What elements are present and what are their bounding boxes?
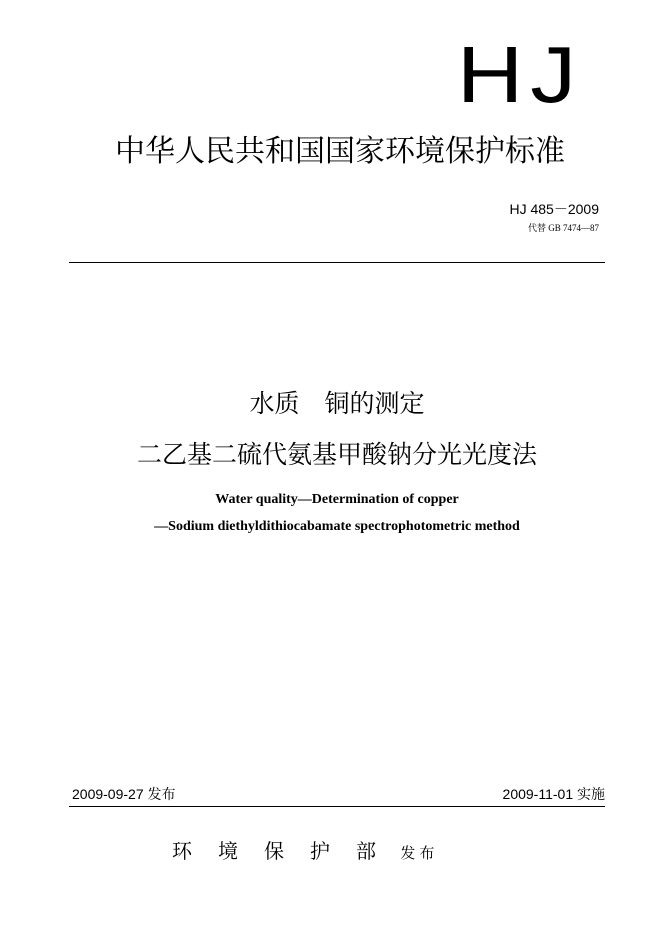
publisher-line (172, 838, 438, 866)
publish-label: 发布 (400, 844, 439, 862)
standard-logo: HJ (456, 30, 584, 119)
chinese-title-line2: 二乙基二硫代氨基甲酸钠分光光度法 (136, 440, 537, 469)
issue-date: 2009-09-27 发布 (72, 786, 176, 802)
top-divider (69, 262, 605, 263)
chinese-title-line1: 水质 铜的测定 (249, 389, 425, 418)
bottom-divider (69, 806, 605, 807)
replaces-standard: 代替 GB 7474—87 (527, 223, 599, 233)
standard-number: HJ 485－2009 (509, 201, 599, 217)
standard-category-title: 中华人民共和国国家环境保护标准 (115, 134, 565, 169)
english-title-line2: —Sodium diethyldithiocabamate spectrophotometric method (154, 519, 520, 534)
implementation-date: 2009-11-01 实施 (502, 786, 605, 802)
english-title-line1: Water quality—Determination of copper (215, 492, 459, 507)
publisher-name: 环境保护部 (172, 839, 402, 863)
